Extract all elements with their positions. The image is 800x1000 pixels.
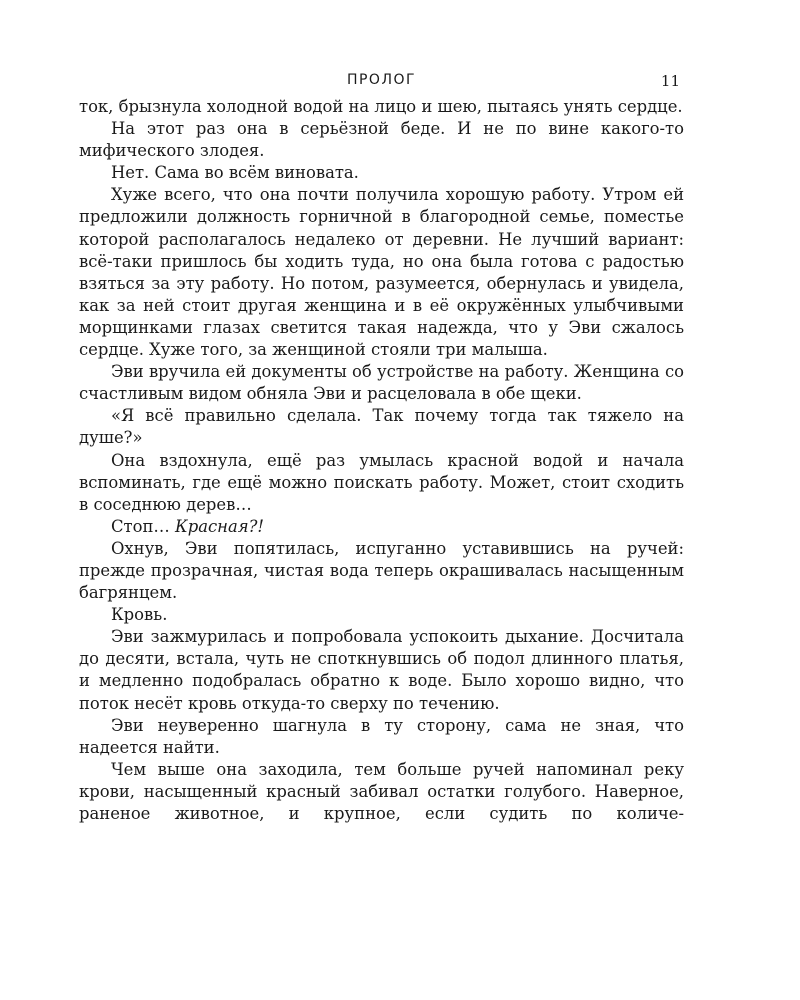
- paragraph: Нет. Сама во всём виновата.: [111, 163, 359, 183]
- body-text: [79, 96, 684, 825]
- chapter-title: ПРОЛОГ: [346, 72, 417, 88]
- paragraph: «Я всё правильно сделала. Так почему тогда так тяжело на душе?»: [79, 406, 684, 448]
- paragraph: Кровь.: [111, 605, 168, 625]
- paragraph: Эви неуверенно шагнула в ту сторону, сама не зная, что надеется найти.: [79, 715, 684, 757]
- paragraph: Хуже всего, что она почти получила хорошую работу. Утром ей предложили должность горничной в благородной семье, поместье которой располагалось недалеко от деревни. Не лучший вариант: всё-таки пришлось бы ходить туда, но она была готова с радостью взяться за эту работу. Но потом, разумеется, обернулась и увидела, как за ней стоит другая женщина и в её окружённых улыбчивыми морщинками глазах светится такая надежда, что у Эви сжалось сердце. Хуже того, за женщиной стояли три малыша.: [79, 185, 684, 360]
- paragraph: Эви вручила ей документы об устройстве на работу. Женщина со счастливым видом обняла Эви и расцеловала в обе щеки.: [79, 362, 684, 404]
- paragraph: Она вздохнула, ещё раз умылась красной водой и начала вспоминать, где ещё можно поискать работу. Может, стоит сходить в соседнюю дерев…: [79, 450, 684, 514]
- paragraph: На этот раз она в серьёзной беде. И не по вине какого-то мифического злодея.: [79, 119, 684, 161]
- paragraph: Эви зажмурилась и попробовала успокоить дыхание. Досчитала до десяти, встала, чуть не споткнувшись об подол длинного платья, и медленно подобралась обратно к воде. Было хорошо видно, что поток несёт кровь откуда-то сверху по течению.: [79, 627, 684, 713]
- running-head: [79, 68, 684, 96]
- book-page: [79, 68, 684, 825]
- paragraph: Охнув, Эви попятилась, испуганно уставившись на ручей: прежде прозрачная, чистая вода теперь окрашивалась насыщенным багрянцем.: [79, 538, 684, 603]
- italic-emphasis: Красная?!: [175, 516, 264, 536]
- paragraph: Чем выше она заходила, тем больше ручей напоминал реку крови, насыщенный красный забивал остатки голубого. Наверное, раненое животное, и крупное, если судить по количе-: [79, 759, 684, 823]
- paragraph-continuation: ток, брызнула холодной водой на лицо и шею, пытаясь унять сердце.: [79, 97, 683, 116]
- paragraph-lead: Стоп…: [111, 516, 176, 536]
- page-number: 11: [660, 72, 680, 90]
- paragraph-mixed: [79, 516, 684, 538]
